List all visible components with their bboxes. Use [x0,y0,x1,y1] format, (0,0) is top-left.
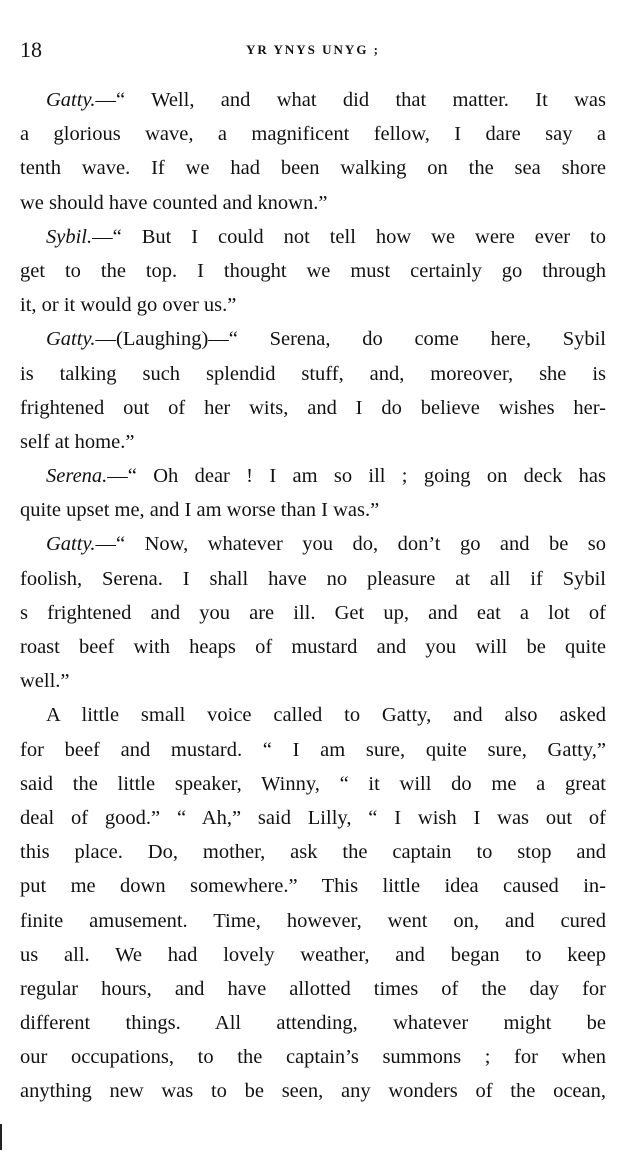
speaker-name: Sybil. [46,225,93,248]
text-line: frightened out of her wits, and I do believe wishes her- [20,396,606,419]
speaker-name: Serena. [46,465,108,488]
text-line: our occupations, to the captain’s summons ; for when [20,1046,606,1069]
text-line: put me down somewhere.” This little idea caused in- [20,875,606,898]
text-line: get to the top. I thought we must certainly go through [20,259,606,282]
text-line: roast beef with heaps of mustard and you will be quite [20,636,606,658]
text-line: Sybil.—“ But I could not tell how we were ever to [46,225,606,248]
text-line: Gatty.—(Laughing)—“ Serena, do come here, Sybil [46,328,606,351]
margin-mark [0,1124,2,1150]
text-line: Serena.—“ Oh dear ! I am so ill ; going on deck has [46,465,606,488]
speaker-name: Gatty. [46,328,96,351]
text-line: foolish, Serena. I shall have no pleasure at all if Sybil [20,567,606,590]
text-line: finite amusement. Time, however, went on, and cured [20,909,606,932]
text-line: tenth wave. If we had been walking on the sea shore [20,157,606,180]
running-title: YR YNYS UNYG ; [245,42,381,57]
text-line: Gatty.—“ Well, and what did that matter. It was [46,89,606,111]
speaker-name: Gatty. [46,533,96,556]
text-line: anything new was to be seen, any wonders of the ocean, [20,1080,606,1103]
text-line: it, or it would go over us.” [20,294,237,317]
text-line: this place. Do, mother, ask the captain to stop and [20,841,606,864]
text-line: s frightened and you are ill. Get up, and eat a lot of [20,601,606,624]
page-header [20,35,606,65]
text-line: us all. We had lovely weather, and began to keep [20,943,606,966]
text-line: a glorious wave, a magnificent fellow, I dare say a [20,123,606,146]
text-line: self at home.” [20,430,135,453]
text-line: is talking such splendid stuff, and, moreover, she is [20,362,606,385]
text-line: said the little speaker, Winny, “ it will do me a great [20,772,606,795]
text-line: for beef and mustard. “ I am sure, quite sure, Gatty,” [20,738,606,761]
page-number: 18 [20,37,42,62]
speaker-name: Gatty. [46,89,96,111]
text-line: A little small voice called to Gatty, and also asked [46,704,606,727]
text-line: well.” [20,670,70,693]
text-line: different things. All attending, whatever might be [20,1012,606,1035]
text-line: we should have counted and known.” [20,191,328,214]
text-line: quite upset me, and I am worse than I was.” [20,499,380,522]
body-text [20,83,606,1109]
text-line: regular hours, and have allotted times of the day for [20,977,606,1000]
text-line: deal of good.” “ Ah,” said Lilly, “ I wish I was out of [20,806,606,829]
text-line: Gatty.—“ Now, whatever you do, don’t go and be so [46,533,606,556]
